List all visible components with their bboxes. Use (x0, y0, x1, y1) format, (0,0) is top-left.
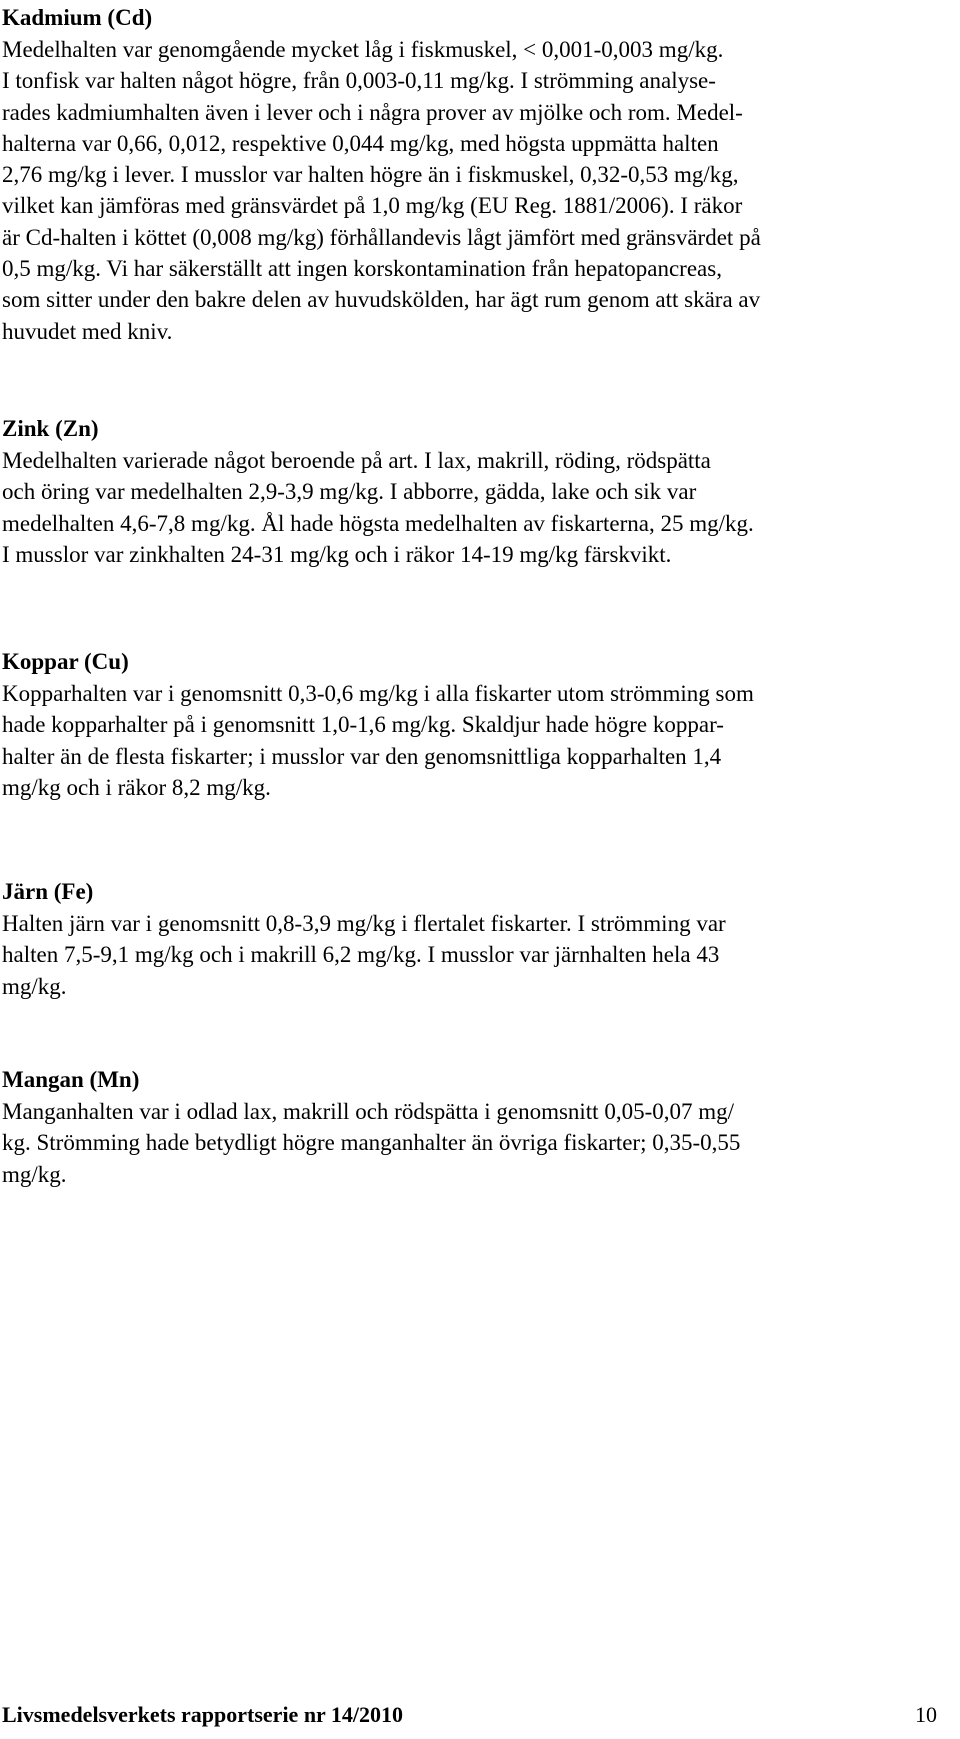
footer-page-number: 10 (915, 1702, 937, 1727)
section-kadmium (2, 2, 958, 347)
section-koppar (2, 646, 958, 803)
text-line: är Cd-halten i köttet (0,008 mg/kg) förhållandevis lågt jämfört med gränsvärdet på (2, 224, 761, 250)
text-line: mg/kg och i räkor 8,2 mg/kg. (2, 774, 271, 800)
text-line: Halten järn var i genomsnitt 0,8-3,9 mg/kg i flertalet fiskarter. I strömming var (2, 911, 726, 936)
section-jarn (2, 876, 958, 1002)
section-paragraph (2, 1096, 958, 1190)
text-line: Kopparhalten var i genomsnitt 0,3-0,6 mg/kg i alla fiskarter utom strömming som (2, 681, 754, 706)
text-line: I tonfisk var halten något högre, från 0,003-0,11 mg/kg. I strömming analyse- (2, 68, 716, 94)
text-line: rades kadmiumhalten även i lever och i några prover av mjölke och rom. Medel- (2, 99, 743, 125)
text-line: Medelhalten var genomgående mycket låg i fiskmuskel, < 0,001-0,003 mg/kg. (2, 37, 724, 62)
section-heading: Mangan (Mn) (2, 1067, 140, 1092)
section-paragraph (2, 678, 958, 803)
section-heading: Järn (Fe) (2, 879, 94, 904)
section-heading: Kadmium (Cd) (2, 5, 153, 30)
text-line: mg/kg. (2, 1161, 67, 1187)
text-line: som sitter under den bakre delen av huvudskölden, har ägt rum genom att skära av (2, 287, 761, 313)
text-line: vilket kan jämföras med gränsvärdet på 1,0 mg/kg (EU Reg. 1881/2006). I räkor (2, 193, 743, 219)
text-line: Medelhalten varierade något beroende på art. I lax, makrill, röding, rödspätta (2, 448, 711, 473)
text-line: hade kopparhalter på i genomsnitt 1,0-1,6 mg/kg. Skaldjur hade högre koppar- (2, 712, 724, 738)
text-line: och öring var medelhalten 2,9-3,9 mg/kg. I abborre, gädda, lake och sik var (2, 479, 697, 505)
page-footer (2, 1700, 937, 1730)
text-line: halterna var 0,66, 0,012, respektive 0,044 mg/kg, med högsta uppmätta halten (2, 130, 719, 156)
text-line: 2,76 mg/kg i lever. I musslor var halten högre än i fiskmuskel, 0,32-0,53 mg/kg, (2, 162, 739, 188)
text-line: Manganhalten var i odlad lax, makrill och rödspätta i genomsnitt 0,05-0,07 mg/ (2, 1099, 735, 1124)
text-line: I musslor var zinkhalten 24-31 mg/kg och i räkor 14-19 mg/kg färskvikt. (2, 541, 672, 567)
section-heading: Koppar (Cu) (2, 649, 129, 674)
section-paragraph (2, 445, 958, 570)
text-line: huvudet med kniv. (2, 318, 173, 344)
section-paragraph (2, 34, 958, 347)
text-line: kg. Strömming hade betydligt högre manganhalter än övriga fiskarter; 0,35-0,55 (2, 1130, 741, 1156)
text-line: medelhalten 4,6-7,8 mg/kg. Ål hade högsta medelhalten av fiskarterna, 25 mg/kg. (2, 510, 754, 536)
text-line: halten 7,5-9,1 mg/kg och i makrill 6,2 mg/kg. I musslor var järnhalten hela 43 (2, 942, 720, 968)
text-line: 0,5 mg/kg. Vi har säkerställt att ingen korskontamination från hepatopancreas, (2, 256, 722, 282)
text-line: halter än de flesta fiskarter; i musslor var den genomsnittliga kopparhalten 1,4 (2, 743, 722, 769)
section-paragraph (2, 908, 958, 1002)
text-line: mg/kg. (2, 973, 67, 999)
section-zink (2, 413, 958, 570)
footer-report-title: Livsmedelsverkets rapportserie nr 14/2010 (2, 1702, 404, 1727)
section-heading: Zink (Zn) (2, 416, 99, 441)
section-mangan (2, 1064, 958, 1190)
